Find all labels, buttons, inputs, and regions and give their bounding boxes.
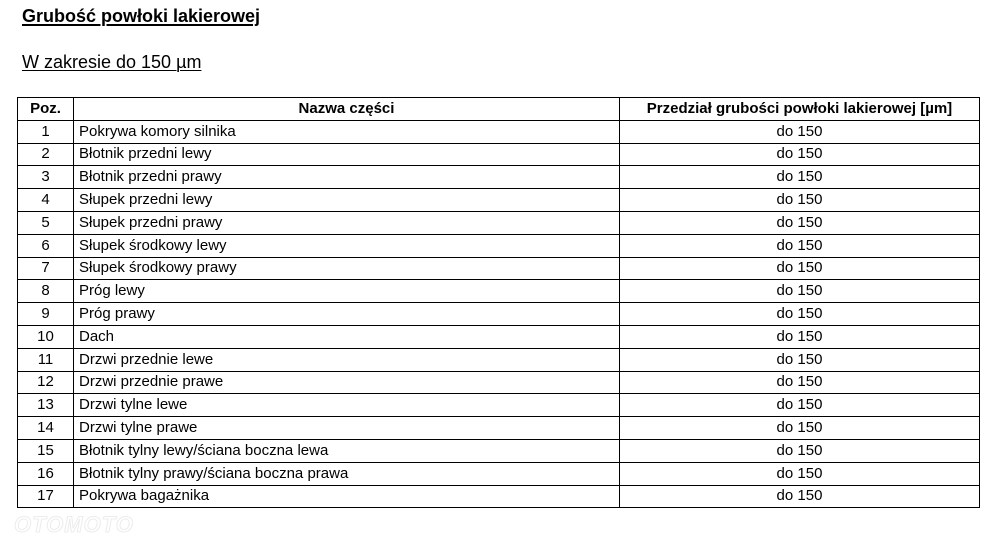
- table-row: [18, 439, 980, 462]
- cell-position: 17: [18, 485, 74, 508]
- header-position: Poz.: [18, 98, 74, 121]
- cell-thickness-range: do 150: [620, 417, 980, 440]
- header-part-name: Nazwa części: [74, 98, 620, 121]
- table-row: [18, 166, 980, 189]
- cell-position: 5: [18, 211, 74, 234]
- cell-position: 10: [18, 325, 74, 348]
- cell-thickness-range: do 150: [620, 485, 980, 508]
- header-thickness-range: Przedział grubości powłoki lakierowej [µm]: [620, 98, 980, 121]
- table-row: [18, 394, 980, 417]
- cell-thickness-range: do 150: [620, 462, 980, 485]
- cell-part-name: Próg prawy: [74, 303, 620, 326]
- cell-part-name: Słupek przedni prawy: [74, 211, 620, 234]
- table-row: [18, 234, 980, 257]
- cell-part-name: Drzwi przednie prawe: [74, 371, 620, 394]
- cell-thickness-range: do 150: [620, 234, 980, 257]
- cell-part-name: Słupek przedni lewy: [74, 189, 620, 212]
- cell-position: 2: [18, 143, 74, 166]
- cell-thickness-range: do 150: [620, 371, 980, 394]
- cell-thickness-range: do 150: [620, 439, 980, 462]
- cell-position: 4: [18, 189, 74, 212]
- document-subtitle: W zakresie do 150 µm: [22, 52, 202, 72]
- cell-part-name: Dach: [74, 325, 620, 348]
- cell-part-name: Pokrywa komory silnika: [74, 120, 620, 143]
- cell-position: 3: [18, 166, 74, 189]
- cell-thickness-range: do 150: [620, 211, 980, 234]
- cell-position: 13: [18, 394, 74, 417]
- cell-thickness-range: do 150: [620, 348, 980, 371]
- table-row: [18, 417, 980, 440]
- cell-part-name: Błotnik tylny lewy/ściana boczna lewa: [74, 439, 620, 462]
- cell-position: 7: [18, 257, 74, 280]
- paint-thickness-table: [17, 97, 980, 508]
- watermark-logo: OTOMOTO: [14, 512, 134, 537]
- cell-part-name: Drzwi przednie lewe: [74, 348, 620, 371]
- table-row: [18, 485, 980, 508]
- document-title: Grubość powłoki lakierowej: [22, 6, 261, 26]
- cell-part-name: Błotnik tylny prawy/ściana boczna prawa: [74, 462, 620, 485]
- cell-thickness-range: do 150: [620, 166, 980, 189]
- cell-part-name: Pokrywa bagażnika: [74, 485, 620, 508]
- table-row: [18, 211, 980, 234]
- cell-position: 11: [18, 348, 74, 371]
- cell-thickness-range: do 150: [620, 189, 980, 212]
- cell-position: 16: [18, 462, 74, 485]
- cell-thickness-range: do 150: [620, 120, 980, 143]
- cell-part-name: Słupek środkowy lewy: [74, 234, 620, 257]
- cell-part-name: Błotnik przedni prawy: [74, 166, 620, 189]
- table-row: [18, 189, 980, 212]
- cell-thickness-range: do 150: [620, 303, 980, 326]
- cell-part-name: Drzwi tylne prawe: [74, 417, 620, 440]
- cell-thickness-range: do 150: [620, 257, 980, 280]
- cell-part-name: Słupek środkowy prawy: [74, 257, 620, 280]
- table-header: [18, 98, 980, 121]
- table-row: [18, 462, 980, 485]
- table-header-row: [18, 98, 980, 121]
- cell-position: 9: [18, 303, 74, 326]
- table-row: [18, 371, 980, 394]
- table-row: [18, 257, 980, 280]
- cell-thickness-range: do 150: [620, 325, 980, 348]
- table-row: [18, 280, 980, 303]
- cell-position: 14: [18, 417, 74, 440]
- cell-part-name: Próg lewy: [74, 280, 620, 303]
- cell-position: 6: [18, 234, 74, 257]
- table-row: [18, 303, 980, 326]
- cell-part-name: Drzwi tylne lewe: [74, 394, 620, 417]
- cell-part-name: Błotnik przedni lewy: [74, 143, 620, 166]
- table-row: [18, 325, 980, 348]
- table-row: [18, 348, 980, 371]
- cell-thickness-range: do 150: [620, 394, 980, 417]
- table-body: [18, 120, 980, 508]
- cell-position: 8: [18, 280, 74, 303]
- cell-thickness-range: do 150: [620, 143, 980, 166]
- cell-position: 12: [18, 371, 74, 394]
- table-row: [18, 143, 980, 166]
- table-row: [18, 120, 980, 143]
- cell-position: 15: [18, 439, 74, 462]
- cell-position: 1: [18, 120, 74, 143]
- cell-thickness-range: do 150: [620, 280, 980, 303]
